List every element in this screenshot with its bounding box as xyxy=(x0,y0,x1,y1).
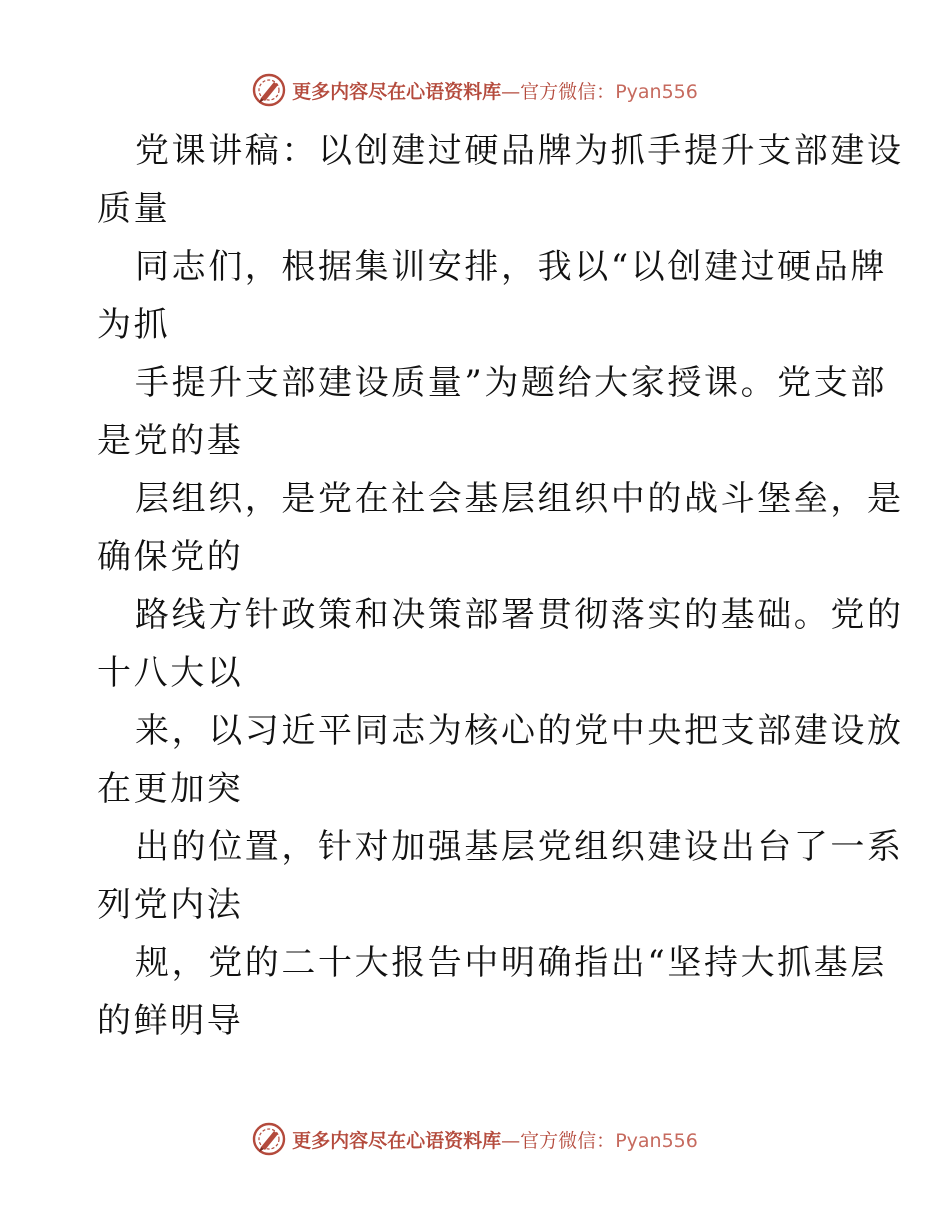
text-line: 确保党的 xyxy=(97,537,244,577)
pen-logo-icon xyxy=(252,73,286,107)
document-body xyxy=(97,122,904,1050)
text-line: 质量 xyxy=(97,189,171,229)
watermark-dash: — xyxy=(501,1129,521,1152)
header-watermark xyxy=(0,70,950,110)
watermark-wechat-label: 官方微信： xyxy=(520,80,616,103)
watermark-wechat-label: 官方微信： xyxy=(520,1129,616,1152)
text-line: 党课讲稿：以创建过硬品牌为抓手提升支部建设 xyxy=(135,131,904,171)
text-line: 层组织，是党在社会基层组织中的战斗堡垒，是 xyxy=(135,479,904,519)
text-line: 是党的基 xyxy=(97,421,244,461)
text-line: 为抓 xyxy=(97,305,171,345)
text-line: 出的位置，针对加强基层党组织建设出台了一系 xyxy=(135,827,904,867)
text-line: 手提升支部建设质量”为题给大家授课。党支部 xyxy=(135,363,887,403)
watermark-dash: — xyxy=(501,80,521,103)
text-line: 在更加突 xyxy=(97,769,244,809)
watermark-wechat-id: Pyan556 xyxy=(615,1129,698,1152)
watermark-wechat-id: Pyan556 xyxy=(615,80,698,103)
watermark-main: 更多内容尽在心语资料库 xyxy=(292,1129,502,1152)
text-line: 列党内法 xyxy=(97,885,244,925)
pen-logo-icon xyxy=(252,1122,286,1156)
text-line: 来，以习近平同志为核心的党中央把支部建设放 xyxy=(135,711,904,751)
text-line: 规，党的二十大报告中明确指出“坚持大抓基层 xyxy=(135,943,887,983)
text-line: 同志们，根据集训安排，我以“以创建过硬品牌 xyxy=(135,247,887,287)
text-line: 的鲜明导 xyxy=(97,1001,244,1041)
watermark-main: 更多内容尽在心语资料库 xyxy=(292,80,502,103)
footer-watermark xyxy=(0,1119,950,1159)
watermark-text xyxy=(292,77,698,104)
text-line: 路线方针政策和决策部署贯彻落实的基础。党的 xyxy=(135,595,904,635)
watermark-text xyxy=(292,1126,698,1153)
text-line: 十八大以 xyxy=(97,653,244,693)
